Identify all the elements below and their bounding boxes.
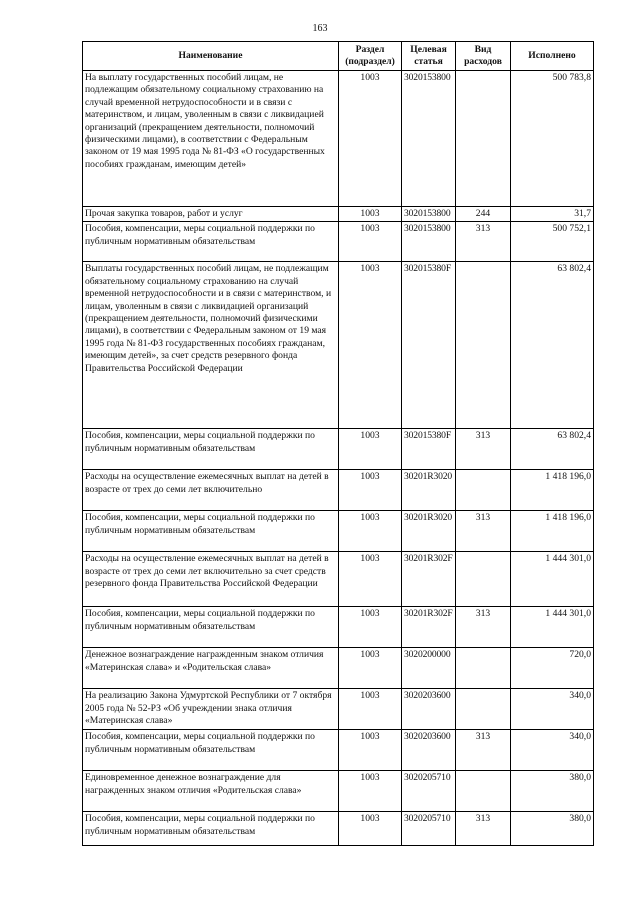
row-name: Прочая закупка товаров, работ и услуг [83, 207, 339, 222]
row-name: Пособия, компенсации, меры социальной поддержки по публичным нормативным обязательствам [83, 222, 339, 262]
row-type: 313 [456, 429, 511, 470]
header-target: Целевая статья [402, 42, 456, 71]
header-executed: Исполнено [511, 42, 594, 71]
row-name: На реализацию Закона Удмуртской Республики от 7 октября 2005 года № 52-РЗ «Об учреждении знака отличия «Материнская слава» [83, 689, 339, 730]
row-target: 3020153800 [402, 71, 456, 207]
row-executed: 63 802,4 [511, 262, 594, 429]
row-type [456, 71, 511, 207]
row-section: 1003 [339, 429, 402, 470]
row-name: Денежное вознаграждение награжденным знаком отличия «Материнская слава» и «Родительская слава» [83, 648, 339, 689]
table-row [83, 429, 594, 470]
budget-table [82, 41, 594, 846]
row-executed: 1 444 301,0 [511, 552, 594, 607]
table-row [83, 207, 594, 222]
row-section: 1003 [339, 71, 402, 207]
row-section: 1003 [339, 607, 402, 648]
row-section: 1003 [339, 812, 402, 846]
row-target: 302015380F [402, 262, 456, 429]
row-target: 3020203600 [402, 730, 456, 771]
row-target: 3020205710 [402, 771, 456, 812]
row-target: 30201R3020 [402, 511, 456, 552]
row-type: 313 [456, 222, 511, 262]
row-type: 313 [456, 812, 511, 846]
row-name: Расходы на осуществление ежемесячных выплат на детей в возрасте от трех до семи лет включительно за счет средств резервного фонда Правительства Российской Федерации [83, 552, 339, 607]
table-row [83, 689, 594, 730]
table-row [83, 262, 594, 429]
row-name: Единовременное денежное вознаграждение для награжденных знаком отличия «Родительская слава» [83, 771, 339, 812]
row-target: 3020153800 [402, 207, 456, 222]
row-type: 313 [456, 511, 511, 552]
row-type [456, 262, 511, 429]
row-name: Пособия, компенсации, меры социальной поддержки по публичным нормативным обязательствам [83, 511, 339, 552]
row-section: 1003 [339, 771, 402, 812]
row-executed: 340,0 [511, 730, 594, 771]
row-section: 1003 [339, 207, 402, 222]
row-type [456, 648, 511, 689]
row-executed: 1 418 196,0 [511, 470, 594, 511]
row-type [456, 552, 511, 607]
row-section: 1003 [339, 262, 402, 429]
table-row [83, 552, 594, 607]
header-type: Вид расходов [456, 42, 511, 71]
row-name: Пособия, компенсации, меры социальной поддержки по публичным нормативным обязательствам [83, 429, 339, 470]
row-executed: 63 802,4 [511, 429, 594, 470]
row-target: 3020205710 [402, 812, 456, 846]
row-section: 1003 [339, 730, 402, 771]
row-name: Пособия, компенсации, меры социальной поддержки по публичным нормативным обязательствам [83, 730, 339, 771]
row-executed: 340,0 [511, 689, 594, 730]
row-executed: 500 752,1 [511, 222, 594, 262]
row-target: 3020153800 [402, 222, 456, 262]
row-executed: 1 444 301,0 [511, 607, 594, 648]
row-name: На выплату государственных пособий лицам, не подлежащим обязательному социальному страхованию на случай временной нетрудоспособности и в связи с материнством, и лицам, уволенным в связи с ликвидацией организаций (прекращением деятельности, полномочий физическими лицами), в соответствии с Федеральным законом от 19 мая 1995 года № 81-ФЗ «О государственных пособиях гражданам, имеющим детей» [83, 71, 339, 207]
row-section: 1003 [339, 222, 402, 262]
row-section: 1003 [339, 689, 402, 730]
page-number: 163 [312, 23, 328, 34]
row-executed: 720,0 [511, 648, 594, 689]
table-row [83, 470, 594, 511]
row-name: Выплаты государственных пособий лицам, не подлежащим обязательному социальному страхованию на случай временной нетрудоспособности и в связи с материнством, и лицам, уволенным в связи с ликвидацией организаций (прекращением деятельности, полномочий физическими лицами), в соответствии с Федеральным законом от 19 мая 1995 года № 81-ФЗ государственных пособиях гражданам, имеющим детей», за счет средств резервного фонда Правительства Российской Федерации [83, 262, 339, 429]
row-target: 30201R302F [402, 552, 456, 607]
row-executed: 500 783,8 [511, 71, 594, 207]
row-executed: 1 418 196,0 [511, 511, 594, 552]
row-executed: 380,0 [511, 771, 594, 812]
row-name: Пособия, компенсации, меры социальной поддержки по публичным нормативным обязательствам [83, 812, 339, 846]
row-section: 1003 [339, 648, 402, 689]
row-type: 313 [456, 730, 511, 771]
table-row [83, 730, 594, 771]
header-name: Наименование [83, 42, 339, 71]
row-type [456, 470, 511, 511]
table-row [83, 771, 594, 812]
row-type [456, 689, 511, 730]
row-target: 3020203600 [402, 689, 456, 730]
header-section: Раздел (подраздел) [339, 42, 402, 71]
row-executed: 31,7 [511, 207, 594, 222]
row-target: 30201R3020 [402, 470, 456, 511]
row-type [456, 771, 511, 812]
table-row [83, 607, 594, 648]
table-header-row [83, 42, 594, 71]
row-target: 302015380F [402, 429, 456, 470]
row-name: Расходы на осуществление ежемесячных выплат на детей в возрасте от трех до семи лет включительно [83, 470, 339, 511]
row-section: 1003 [339, 511, 402, 552]
table-row [83, 648, 594, 689]
row-type: 313 [456, 607, 511, 648]
table-row [83, 511, 594, 552]
table-row [83, 222, 594, 262]
row-type: 244 [456, 207, 511, 222]
row-name: Пособия, компенсации, меры социальной поддержки по публичным нормативным обязательствам [83, 607, 339, 648]
row-section: 1003 [339, 470, 402, 511]
row-target: 3020200000 [402, 648, 456, 689]
row-target: 30201R302F [402, 607, 456, 648]
table-row [83, 812, 594, 846]
row-executed: 380,0 [511, 812, 594, 846]
table-row [83, 71, 594, 207]
row-section: 1003 [339, 552, 402, 607]
